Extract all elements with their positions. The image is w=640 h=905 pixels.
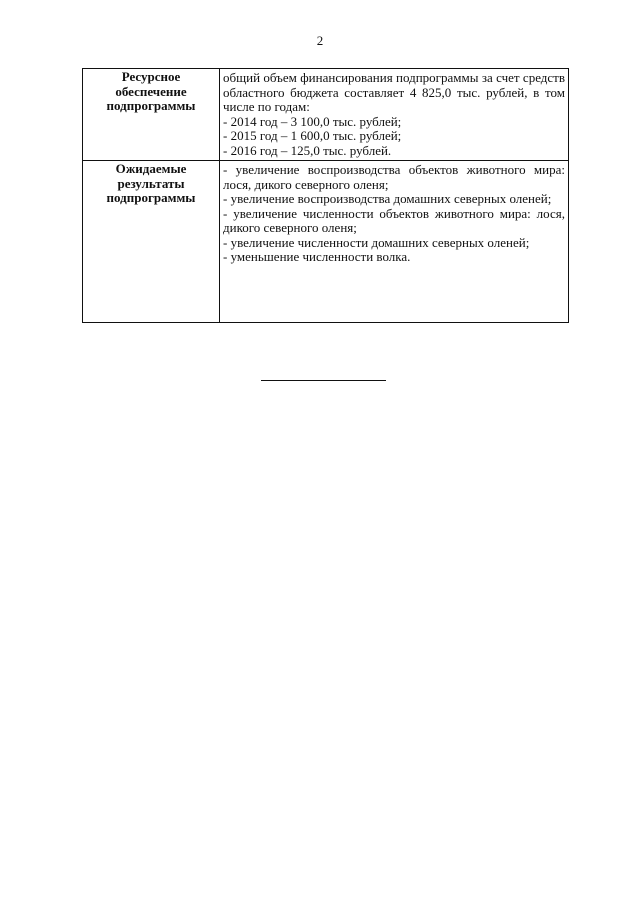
row-value-results (220, 161, 569, 323)
table-row-resources (83, 69, 569, 161)
table-row-results (83, 161, 569, 323)
funding-year-2016: - 2016 год – 125,0 тыс. рублей. (223, 142, 392, 158)
footer-divider-line (261, 380, 386, 381)
result-item: - увеличение воспроизводства домашних северных оленей; (223, 191, 552, 206)
row-value-resources (220, 69, 569, 161)
row-label-resources: Ресурсное обеспечение подпрограммы (83, 69, 220, 161)
result-item: - увеличение численности домашних северных оленей; (223, 234, 530, 250)
funding-year-2014: - 2014 год – 3 100,0 тыс. рублей; (223, 113, 402, 129)
funding-year-2015: - 2015 год – 1 600,0 тыс. рублей; (223, 128, 402, 143)
result-item: - увеличение численности объектов животного мира: лося, дикого северного оленя; (223, 205, 565, 235)
result-item: - увеличение воспроизводства объектов животного мира: лося, дикого северного оленя; (223, 162, 565, 192)
page-number: 2 (316, 33, 324, 48)
row-label-results: Ожидаемые результаты подпрограммы (83, 161, 220, 323)
funding-total-text: общий объем финансирования подпрограммы за счет средств областного бюджета составляет 4 825,0 тыс. рублей, в том числе по годам: (223, 70, 565, 114)
passport-table (82, 68, 569, 323)
result-item: - уменьшение численности волка. (223, 249, 411, 264)
